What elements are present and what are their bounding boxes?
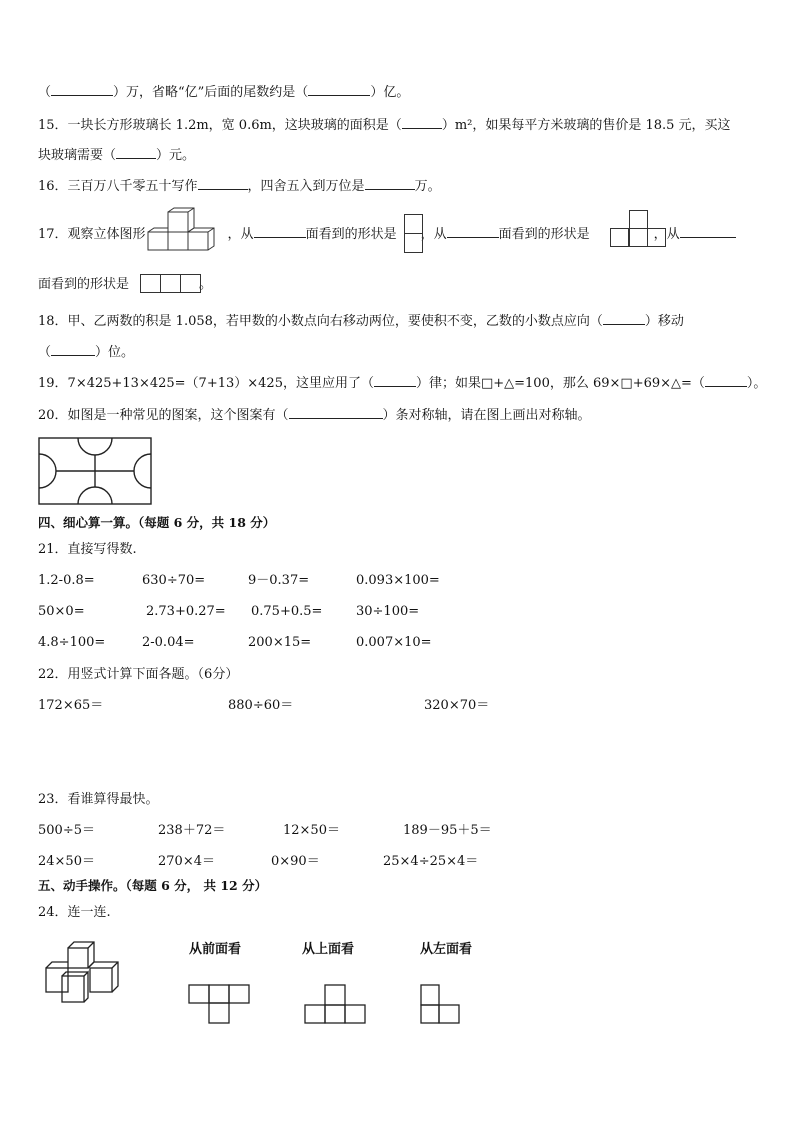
blank[interactable] bbox=[308, 83, 370, 96]
calc-item: 25×4÷25×4＝ bbox=[383, 854, 479, 869]
pattern-figure-icon bbox=[38, 437, 154, 507]
q24-title: 24．连一连. bbox=[38, 905, 111, 920]
q22-item: 880÷60＝ bbox=[228, 698, 294, 713]
solid-figure-icon bbox=[44, 940, 124, 1006]
q21-title: 21．直接写得数. bbox=[38, 542, 137, 557]
calc-item: 500÷5＝ bbox=[38, 823, 95, 838]
calc-item: 50×0= bbox=[38, 604, 85, 619]
view-icon bbox=[610, 210, 668, 250]
calc-item: 30÷100= bbox=[356, 604, 420, 619]
blank[interactable] bbox=[705, 374, 747, 387]
blank[interactable] bbox=[603, 312, 645, 325]
blank[interactable] bbox=[447, 225, 499, 238]
q15-line2: 块玻璃需要（ ）元。 bbox=[38, 148, 196, 163]
blank[interactable] bbox=[365, 177, 415, 190]
blank[interactable] bbox=[374, 374, 416, 387]
q19: 19．7×425+13×425=（7+13）×425，这里应用了（ ）律；如果□+△=100，那么 69×□+69×△=（ ）。 bbox=[38, 376, 767, 391]
q14-tail: （ ）万，省略“亿”后面的尾数约是（ ）亿。 bbox=[38, 85, 410, 100]
blank[interactable] bbox=[254, 225, 306, 238]
calc-item: 2-0.04= bbox=[142, 635, 195, 650]
blank[interactable] bbox=[51, 343, 95, 356]
calc-item: 270×4＝ bbox=[158, 854, 215, 869]
q22-item: 172×65＝ bbox=[38, 698, 104, 713]
view-label-top: 从上面看 bbox=[302, 942, 355, 957]
calc-item: 0.75+0.5= bbox=[251, 604, 323, 619]
calc-item: 0.007×10= bbox=[356, 635, 432, 650]
calc-item: 24×50＝ bbox=[38, 854, 95, 869]
calc-item: 4.8÷100= bbox=[38, 635, 106, 650]
calc-item: 2.73+0.27= bbox=[146, 604, 226, 619]
view-icon bbox=[404, 214, 424, 254]
blank[interactable] bbox=[680, 225, 736, 238]
front-view-icon[interactable] bbox=[188, 984, 252, 1026]
calc-item: 12×50＝ bbox=[283, 823, 340, 838]
q23-title: 23．看谁算得最快。 bbox=[38, 792, 159, 807]
calc-item: 238＋72＝ bbox=[158, 823, 226, 838]
solid-figure-icon bbox=[148, 208, 220, 252]
view-label-left: 从左面看 bbox=[420, 942, 473, 957]
q20: 20．如图是一种常见的图案，这个图案有（ ）条对称轴，请在图上画出对称轴。 bbox=[38, 408, 591, 423]
q18-line2: （ ）位。 bbox=[38, 345, 135, 360]
q18-line1: 18．甲、乙两数的积是 1.058，若甲数的小数点向右移动两位，要使积不变，乙数的小数点应向（ ）移动 bbox=[38, 314, 684, 329]
calc-item: 630÷70= bbox=[142, 573, 206, 588]
top-view-icon[interactable] bbox=[304, 984, 368, 1026]
blank[interactable] bbox=[116, 146, 156, 159]
blank[interactable] bbox=[402, 116, 442, 129]
section-4-title: 四、细心算一算。（每题 6 分，共 18 分） bbox=[38, 515, 276, 530]
q17-line2: 面看到的形状是 。 bbox=[38, 277, 213, 292]
calc-item: 9－0.37= bbox=[248, 573, 310, 588]
blank[interactable] bbox=[198, 177, 248, 190]
calc-item: 189－95＋5＝ bbox=[403, 823, 492, 838]
q22-item: 320×70＝ bbox=[424, 698, 490, 713]
view-label-front: 从前面看 bbox=[189, 942, 242, 957]
calc-item: 0.093×100= bbox=[356, 573, 440, 588]
q17-line1: 17．观察立体图形 ，从 面看到的形状是 ，从 面看到的形状是 ，从 bbox=[38, 225, 736, 244]
section-5-title: 五、动手操作。（每题 6 分， 共 12 分） bbox=[38, 878, 268, 893]
blank[interactable] bbox=[51, 83, 113, 96]
view-icon bbox=[140, 274, 204, 294]
blank[interactable] bbox=[289, 406, 383, 419]
left-view-icon[interactable] bbox=[420, 984, 464, 1026]
q22-title: 22．用竖式计算下面各题。（6分） bbox=[38, 667, 239, 682]
calc-item: 1.2-0.8= bbox=[38, 573, 95, 588]
calc-item: 0×90＝ bbox=[271, 854, 320, 869]
calc-item: 200×15= bbox=[248, 635, 312, 650]
q16: 16．三百万八千零五十写作 ，四舍五入到万位是 万。 bbox=[38, 179, 441, 194]
q15-line1: 15．一块长方形玻璃长 1.2m，宽 0.6m，这块玻璃的面积是（ ）m²，如果每平方米玻璃的售价是 18.5 元，买这 bbox=[38, 118, 731, 133]
